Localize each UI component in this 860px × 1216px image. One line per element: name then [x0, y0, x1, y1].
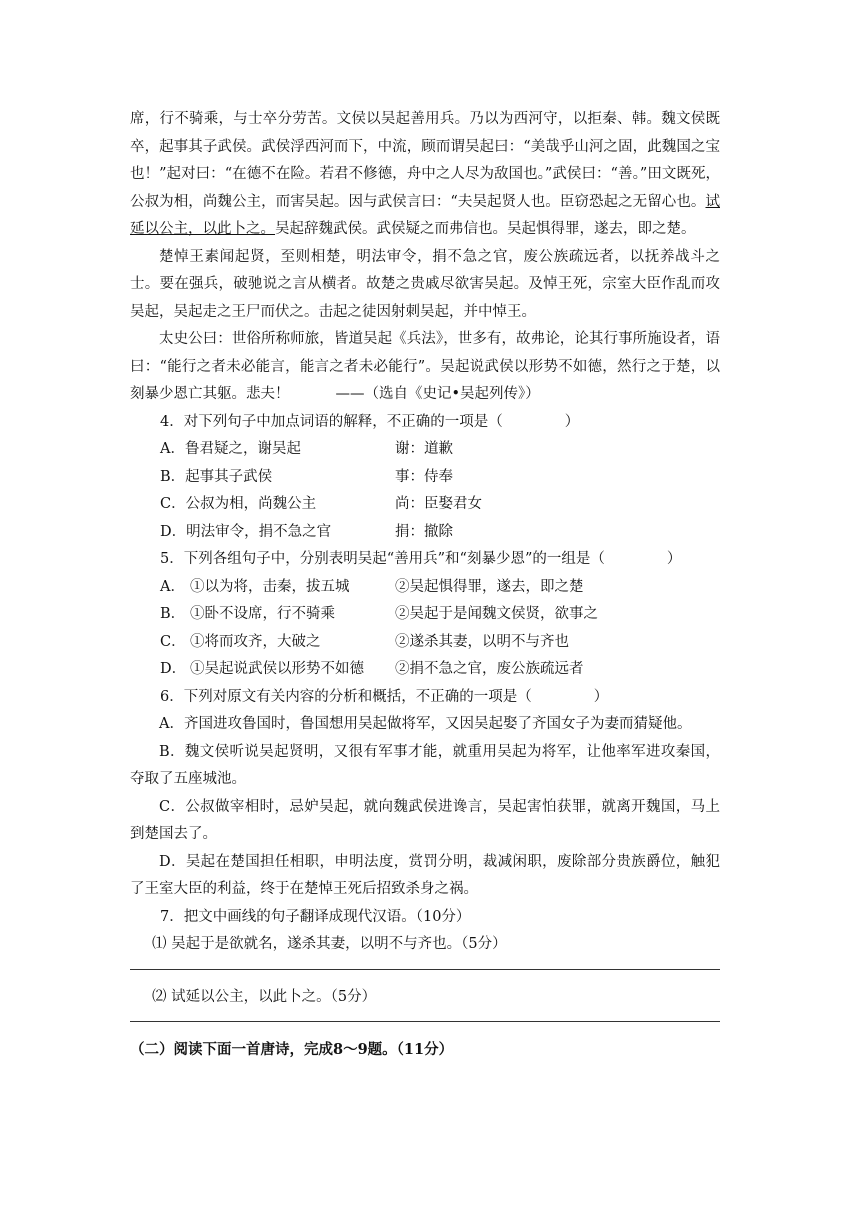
passage-paragraph-1	[130, 106, 720, 244]
question-bracket: ）	[564, 413, 580, 430]
option-gloss: 尚：臣娶君女	[395, 496, 482, 512]
option-sentence: D．明法审令，捐不急之官	[160, 523, 332, 540]
option-sentence: C．公叔为相，尚魏公主	[160, 496, 317, 512]
answer-line-1[interactable]	[130, 969, 720, 970]
question-4-option-d	[130, 519, 720, 547]
option-sentence: A．鲁君疑之，谢吴起	[160, 441, 301, 457]
question-bracket: ）	[666, 551, 682, 567]
question-7-item-2: ⑵ 试延以公主，以此卜之。（5分）	[152, 988, 377, 1005]
passage-paragraph-2: 楚悼王素闻起贤，至则相楚，明法审令，捐不急之官，废公族疏远者，以抚养战斗之士。要在强兵，破驰说之言从横者。故楚之贵戚尽欲害吴起。及悼王死，宗室大臣作乱而攻吴起，吴起走之王尸而伏之。击起之徒因射刺吴起，并中悼王。	[130, 248, 720, 320]
question-4-option-c	[130, 491, 720, 519]
question-6-option-d: D．吴起在楚国担任相职，申明法度，赏罚分明，裁减闲职，废除部分贵族爵位，触犯了王室大臣的利益，终于在楚悼王死后招致杀身之祸。	[130, 853, 720, 897]
option-label: B．	[160, 606, 186, 622]
question-5-option-c	[130, 629, 720, 657]
question-text: 4．对下列句子中加点词语的解释，不正确的一项是（	[160, 413, 503, 430]
question-5-stem	[130, 546, 720, 574]
question-7-item-1: ⑴ 吴起于是欲就名，遂杀其妻，以明不与齐也。（5分）	[152, 936, 507, 952]
option-part-1: ①卧不设席，行不骑乘	[190, 606, 335, 622]
option-gloss: 谢：道歉	[395, 441, 453, 457]
question-4-stem	[130, 409, 720, 437]
passage-source: ——（选自《史记•吴起列传》）	[335, 386, 540, 402]
page-content	[130, 106, 720, 1064]
question-4-option-b	[130, 464, 720, 492]
question-6-option-c: C．公叔做宰相时，忌妒吴起，就向魏武侯进谗言，吴起害怕获罪，就离开魏国，马上到楚国去了。	[130, 798, 720, 842]
question-text: 6．下列对原文有关内容的分析和概括，不正确的一项是（	[160, 688, 532, 705]
option-part-2: ②遂杀其妻，以明不与齐也	[395, 633, 569, 650]
option-part-2: ②吴起于是闻魏文侯贤，欲事之	[395, 606, 598, 622]
option-gloss: 捐：撤除	[395, 523, 453, 540]
passage-text: 吴起辞魏武侯。武侯疑之而弗信也。吴起惧得罪，遂去，即之楚。	[275, 221, 696, 237]
option-part-2: ②捐不急之官，废公族疏远者	[395, 661, 584, 677]
question-text: 5．下列各组句子中，分别表明吴起“善用兵”和“刻暴少恩”的一组是（	[160, 551, 605, 567]
passage-text: 席，行不骑乘，与士卒分劳苦。文侯以吴起善用兵。乃以为西河守，以拒秦、韩。魏文侯既卒，起事其子武侯。武侯浮西河而下，中流，顾而谓吴起曰：“美哉乎山河之固，此魏国之宝也！”起对曰：“在德不在险。若君不修德，舟中之人尽为敌国也。”武侯曰：“善。”田文既死，公叔为相，尚魏公主，而害吴起。因与武侯言曰：“夫吴起贤人也。臣窃恐起之无留心也。	[130, 111, 720, 210]
option-part-1: ①以为将，击秦，拔五城	[190, 578, 350, 595]
option-part-2: ②吴起惧得罪，遂去，即之楚	[395, 578, 584, 595]
option-label: D．	[160, 661, 187, 677]
option-part-1: ①将而攻齐，大破之	[190, 633, 321, 650]
question-7-stem: 7．把文中画线的句子翻译成现代汉语。（10分）	[160, 908, 471, 925]
passage-paragraph-3	[130, 326, 720, 409]
question-5-option-a	[130, 574, 720, 602]
question-6-stem	[130, 684, 720, 712]
question-5-option-b	[130, 601, 720, 629]
passage-text: 太史公曰：世俗所称师旅，皆道吴起《兵法》，世多有，故弗论，论其行事所施设者，语曰：“能行之者未必能言，能言之者未必能行”。吴起说武侯以形势不如德，然行之于楚，以刻暴少恩亡其躯。悲夫！	[130, 331, 720, 402]
section-2-heading: （二）阅读下面一首唐诗，完成8～9题。（11分）	[130, 1041, 454, 1058]
question-4-option-a	[130, 436, 720, 464]
option-sentence: B．起事其子武侯	[160, 468, 273, 485]
underlined-sentence: 试延以公主，以此卜之。	[130, 193, 720, 237]
answer-line-2[interactable]	[130, 1021, 720, 1022]
option-part-1: ①吴起说武侯以形势不如德	[190, 661, 364, 677]
option-gloss: 事：侍奉	[395, 468, 453, 485]
question-6-option-a: A．齐国进攻鲁国时，鲁国想用吴起做将军，又因吴起娶了齐国女子为妻而猜疑他。	[159, 716, 692, 732]
option-label: C．	[160, 633, 186, 650]
question-5-option-d	[130, 656, 720, 684]
question-bracket: ）	[593, 688, 609, 705]
question-6-option-b: B．魏文侯听说吴起贤明，又很有军事才能，就重用吴起为将军，让他率军进攻秦国，夺取了五座城池。	[130, 743, 720, 787]
option-label: A．	[160, 578, 185, 595]
